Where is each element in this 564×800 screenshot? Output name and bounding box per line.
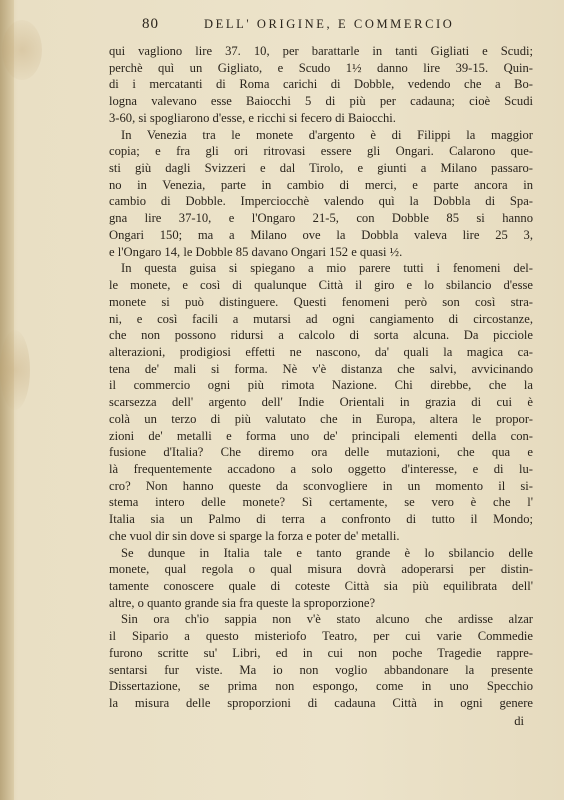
page-header	[130, 14, 520, 36]
text-line: no in Venezia, parte in cambio di merci, e parte ancora in	[109, 177, 533, 192]
text-line: alterazioni, prodigiosi effetti ne nascono, da' quali la magica ca-	[109, 344, 533, 359]
text-line: ni, e così facili a mutarsi ad ogni cangiamento di circostanze,	[109, 311, 533, 326]
text-line: cro? Non hanno queste da sconvogliere in un momento il si-	[109, 478, 533, 493]
body-text	[109, 43, 533, 712]
text-line: perchè quì un Gigliato, e Scudo 1½ danno lire 39-15. Quin-	[109, 60, 533, 75]
text-line: 3-60, si spogliarono d'esse, e ricchi si fecero di Baiocchi.	[109, 110, 396, 125]
text-line: scarsezza dell' argento dell' Indie Orientali in grazia di cui è	[109, 395, 533, 410]
text-line: qui vagliono lire 37. 10, per barattarle in tanti Gigliati e Scudi;	[109, 44, 533, 58]
text-line: Sin ora ch'io sappia non v'è stato alcuno che ardisse alzar	[121, 612, 533, 627]
text-line: gna lire 37-10, e l'Ongaro 21-5, con Dobble 85 si hanno	[109, 211, 533, 226]
text-line: le monete, e così di qualunque Città il giro e lo sbilancio d'esse	[109, 278, 533, 293]
paper-stain	[0, 330, 30, 410]
text-line: tena de' mali si forma. Nè v'è distanza che salvi, avvicinando	[109, 361, 533, 376]
text-line: là frequentemente accadono a solo oggetto d'interesse, e di lu-	[109, 461, 533, 476]
text-line: furono scritte su' Libri, ed in cui non poche Tragedie rappre-	[109, 645, 533, 660]
catchword: di	[514, 714, 524, 728]
text-line: In Venezia tra le monete d'argento è di Filippi la maggior	[121, 127, 533, 142]
text-line: che vuol dir sin dove si sparge la forza e poter de' metalli.	[109, 528, 400, 543]
running-head: DELL' ORIGINE, E COMMERCIO	[204, 17, 455, 31]
text-line: logna valevano esse Baiocchi 5 di più per cadauna; cioè Scudi	[109, 94, 533, 109]
text-line: stema intero delle monete? Sì certamente, se vero è che l'	[109, 495, 533, 510]
text-line: colà un terzo di più valutato che in Europa, altera le propor-	[109, 411, 533, 426]
text-line: altre, o quanto grande sia fra queste la sproporzione?	[109, 595, 376, 610]
text-line: monete, qual regola o qual misura dovrà adoperarsi per distin-	[109, 562, 533, 577]
text-line: sentarsi fur viste. Ma io non voglio abbandonare la presente	[109, 662, 533, 677]
text-line: cambio di Dobble. Imperciocchè valendo quì la Dobbla di Spa-	[109, 194, 533, 209]
text-line: il commercio ogni più rimota Nazione. Chi direbbe, che la	[109, 378, 533, 393]
text-line: Ongari 150; ma a Milano ove la Dobbla valeva lire 25 3,	[109, 227, 533, 242]
text-line: Italia sia un Palmo di terra a confronto di tutto il Mondo;	[109, 512, 533, 527]
text-line: sti giù dagli Svizzeri e dal Tirolo, e giunti a Milano passaro-	[109, 161, 533, 176]
text-line: tamente conoscere quale di coteste Città sia più equilibrata dell'	[109, 579, 533, 593]
text-line: monete si può distinguere. Questi fenomeni però son così stra-	[109, 294, 533, 309]
text-line: In questa guisa si spiegano a mio parere tutti i fenomeni del-	[121, 261, 533, 276]
text-line: di i mercatanti di Roma carichi di Dobble, vedendo che a Bo-	[109, 77, 533, 92]
text-line: copia; e fra gli ori ritrovasi essere gli Ongari. Calarono que-	[109, 144, 533, 159]
paper-stain	[2, 20, 42, 80]
text-line: la misura delle sproporzioni di cadauna Città in ogni genere	[109, 696, 533, 711]
text-line: fusione d'Italia? Che diremo ora delle mutazioni, che qua e	[109, 445, 533, 460]
text-line: zioni de' metalli e forma uno de' principali elementi della con-	[109, 428, 533, 443]
page-number: 80	[142, 16, 159, 32]
text-line: il Sipario a questo misteriofo Teatro, per cui varie Commedie	[109, 629, 533, 644]
text-line: e l'Ongaro 14, le Dobble 85 davano Ongari 152 e quasi ½.	[109, 244, 403, 259]
text-line: Dissertazione, se prima non espongo, come in uno Specchio	[109, 679, 533, 694]
text-line: che non possono ridursi a calcolo di sorta alcuna. Da picciole	[109, 328, 533, 343]
text-line: Se dunque in Italia tale e tanto grande è lo sbilancio delle	[121, 545, 533, 560]
